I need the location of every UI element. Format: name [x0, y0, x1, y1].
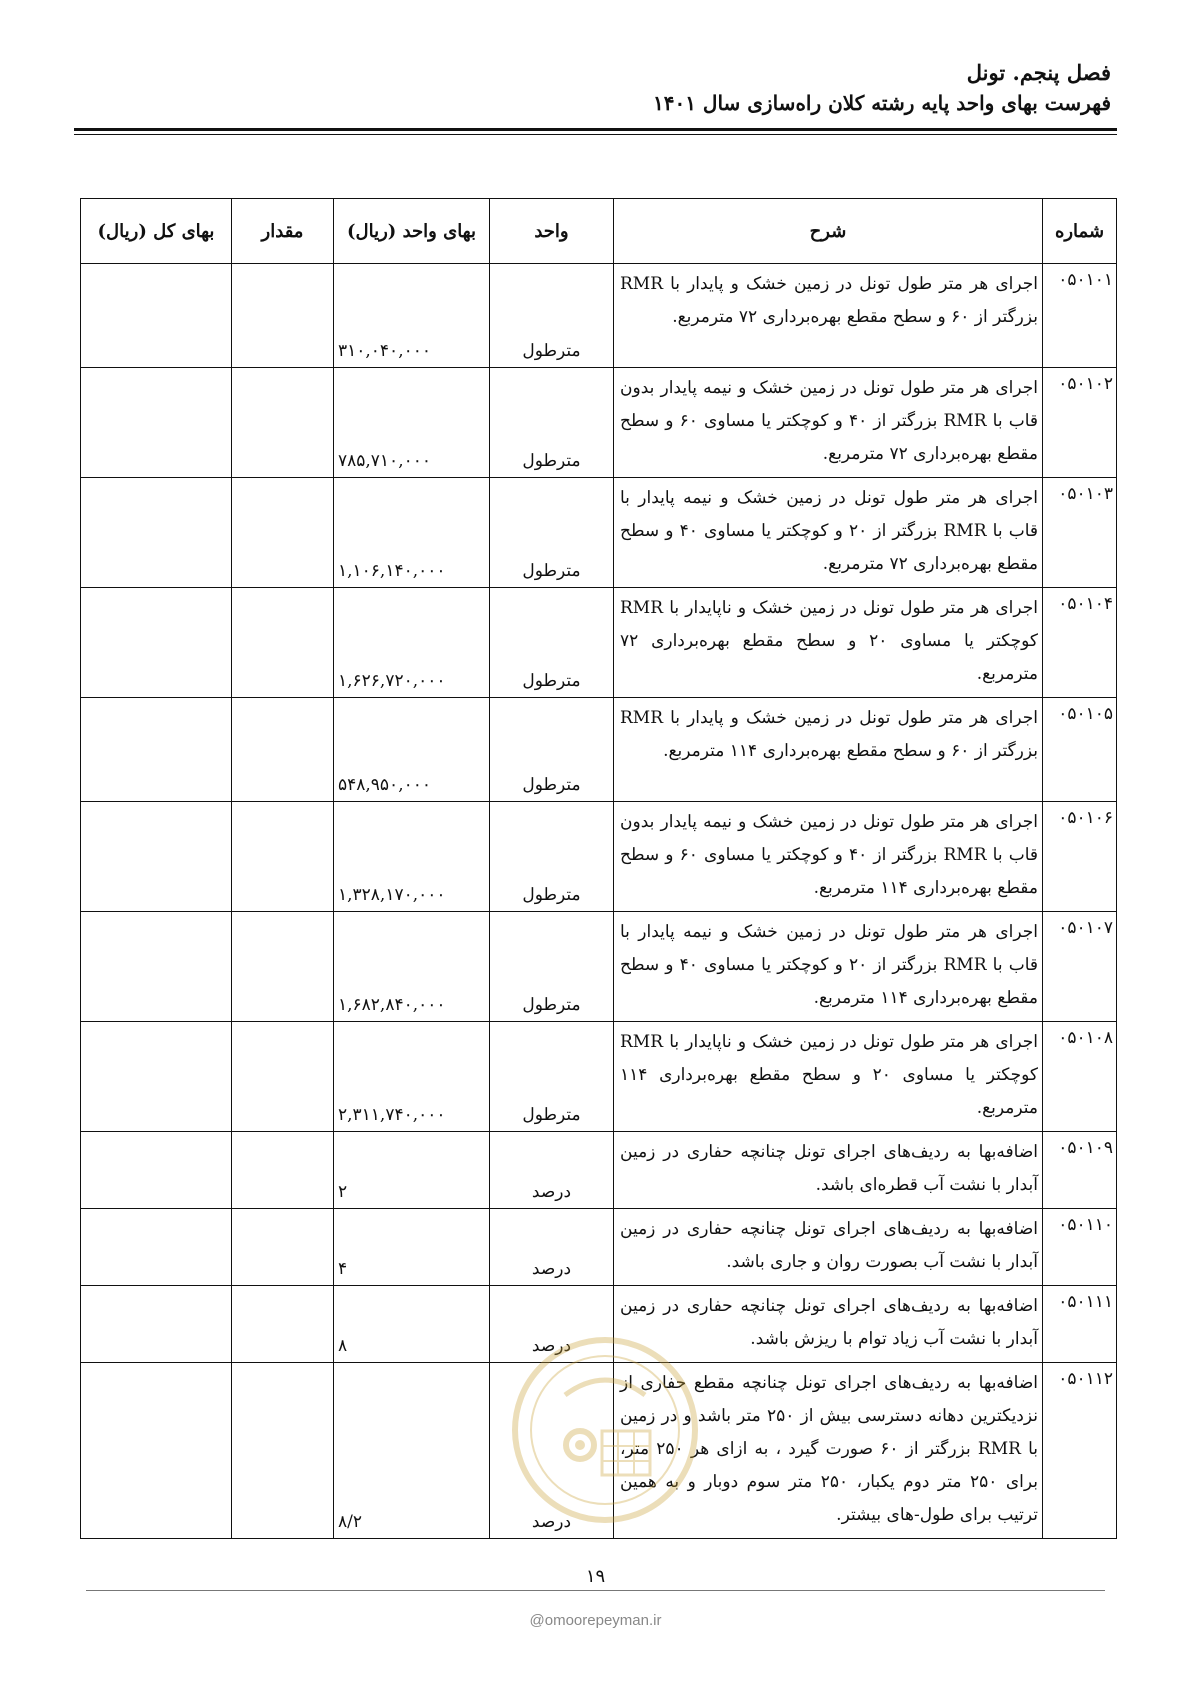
table-row [81, 912, 1117, 1022]
table-row [81, 264, 1117, 368]
page-header [80, 58, 1111, 118]
row-number: ۰۵۰۱۰۷ [1043, 912, 1117, 1022]
row-quantity [232, 802, 334, 912]
row-unit: مترطول [490, 588, 614, 698]
row-unit: درصد [490, 1363, 614, 1539]
table-row [81, 588, 1117, 698]
row-unit-price: ۲,۳۱۱,۷۴۰,۰۰۰ [334, 1022, 490, 1132]
row-unit-price: ۱,۶۸۲,۸۴۰,۰۰۰ [334, 912, 490, 1022]
header-rule-thin [74, 134, 1117, 135]
row-unit: مترطول [490, 912, 614, 1022]
row-number: ۰۵۰۱۰۹ [1043, 1132, 1117, 1209]
row-total-price [81, 1363, 232, 1539]
row-total-price [81, 264, 232, 368]
row-quantity [232, 1022, 334, 1132]
row-description: اجرای هر متر طول تونل در زمین خشک و ناپایدار با RMR کوچکتر یا مساوی ۲۰ و سطح مقطع بهره‌برداری ۱۱۴ مترمربع. [614, 1022, 1043, 1132]
row-description: اجرای هر متر طول تونل در زمین خشک و پایدار با RMR بزرگتر از ۶۰ و سطح مقطع بهره‌برداری ۱۱۴ مترمربع. [614, 698, 1043, 802]
row-quantity [232, 588, 334, 698]
site-watermark: @omoorepeyman.ir [529, 1612, 662, 1629]
row-description: اجرای هر متر طول تونل در زمین خشک و نیمه پایدار بدون قاب با RMR بزرگتر از ۴۰ و کوچکتر یا مساوی ۶۰ و سطح مقطع بهره‌برداری ۷۲ مترمربع. [614, 368, 1043, 478]
table-row [81, 368, 1117, 478]
table-row [81, 698, 1117, 802]
row-quantity [232, 912, 334, 1022]
row-unit-price: ۸ [334, 1286, 490, 1363]
header-number: شماره [1043, 199, 1117, 264]
row-number: ۰۵۰۱۰۳ [1043, 478, 1117, 588]
row-unit-price: ۵۴۸,۹۵۰,۰۰۰ [334, 698, 490, 802]
row-number: ۰۵۰۱۰۶ [1043, 802, 1117, 912]
row-unit: درصد [490, 1286, 614, 1363]
row-total-price [81, 912, 232, 1022]
row-description: اضافه‌بها به ردیف‌های اجرای تونل چنانچه حفاری در زمین آبدار با نشت آب قطره‌ای باشد. [614, 1132, 1043, 1209]
row-total-price [81, 1132, 232, 1209]
row-number: ۰۵۰۱۱۱ [1043, 1286, 1117, 1363]
page-number: ۱۹ [585, 1566, 606, 1587]
row-quantity [232, 264, 334, 368]
row-unit: مترطول [490, 698, 614, 802]
row-total-price [81, 1022, 232, 1132]
row-total-price [81, 588, 232, 698]
row-unit: درصد [490, 1132, 614, 1209]
row-number: ۰۵۰۱۱۲ [1043, 1363, 1117, 1539]
row-description: اضافه‌بها به ردیف‌های اجرای تونل چنانچه حفاری در زمین آبدار با نشت آب بصورت روان و جاری باشد. [614, 1209, 1043, 1286]
row-total-price [81, 698, 232, 802]
table-header-row [81, 199, 1117, 264]
row-number: ۰۵۰۱۰۴ [1043, 588, 1117, 698]
header-unit: واحد [490, 199, 614, 264]
header-rule-thick [74, 128, 1117, 131]
table-row [81, 1132, 1117, 1209]
table-row [81, 802, 1117, 912]
footer-rule [86, 1590, 1105, 1591]
row-unit: مترطول [490, 264, 614, 368]
row-unit: مترطول [490, 802, 614, 912]
row-description: اجرای هر متر طول تونل در زمین خشک و نیمه پایدار بدون قاب با RMR بزرگتر از ۴۰ و کوچکتر یا مساوی ۶۰ و سطح مقطع بهره‌برداری ۱۱۴ مترمربع. [614, 802, 1043, 912]
row-number: ۰۵۰۱۰۱ [1043, 264, 1117, 368]
row-total-price [81, 1286, 232, 1363]
table-row [81, 478, 1117, 588]
row-quantity [232, 1286, 334, 1363]
row-unit-price: ۷۸۵,۷۱۰,۰۰۰ [334, 368, 490, 478]
row-unit-price: ۸/۲ [334, 1363, 490, 1539]
row-number: ۰۵۰۱۰۸ [1043, 1022, 1117, 1132]
row-unit-price: ۱,۶۲۶,۷۲۰,۰۰۰ [334, 588, 490, 698]
row-description: اجرای هر متر طول تونل در زمین خشک و پایدار با RMR بزرگتر از ۶۰ و سطح مقطع بهره‌برداری ۷۲ مترمربع. [614, 264, 1043, 368]
header-quantity: مقدار [232, 199, 334, 264]
row-unit-price: ۱,۳۲۸,۱۷۰,۰۰۰ [334, 802, 490, 912]
row-number: ۰۵۰۱۰۵ [1043, 698, 1117, 802]
row-quantity [232, 478, 334, 588]
row-description: اجرای هر متر طول تونل در زمین خشک و نیمه پایدار با قاب با RMR بزرگتر از ۲۰ و کوچکتر یا مساوی ۴۰ و سطح مقطع بهره‌برداری ۷۲ مترمربع. [614, 478, 1043, 588]
row-unit: مترطول [490, 478, 614, 588]
row-total-price [81, 802, 232, 912]
row-quantity [232, 698, 334, 802]
header-unit-price: بهای واحد (ریال) [334, 199, 490, 264]
row-quantity [232, 368, 334, 478]
row-unit-price: ۳۱۰,۰۴۰,۰۰۰ [334, 264, 490, 368]
seal-watermark [510, 1335, 700, 1525]
row-quantity [232, 1363, 334, 1539]
table-row [81, 1209, 1117, 1286]
table-row [81, 1022, 1117, 1132]
row-unit: مترطول [490, 1022, 614, 1132]
row-quantity [232, 1132, 334, 1209]
chapter-title: فصل پنجم. تونل [966, 60, 1111, 85]
row-unit-price: ۱,۱۰۶,۱۴۰,۰۰۰ [334, 478, 490, 588]
row-description: اجرای هر متر طول تونل در زمین خشک و ناپایدار با RMR کوچکتر یا مساوی ۲۰ و سطح مقطع بهره‌برداری ۷۲ مترمربع. [614, 588, 1043, 698]
header-description: شرح [614, 199, 1043, 264]
row-unit-price: ۴ [334, 1209, 490, 1286]
row-quantity [232, 1209, 334, 1286]
row-unit: درصد [490, 1209, 614, 1286]
row-total-price [81, 368, 232, 478]
row-description: اضافه‌بها به ردیف‌های اجرای تونل چنانچه مقطع حفاری از نزدیکترین دهانه دسترسی بیش از ۲۵۰ متر باشد و در زمین با RMR بزرگتر از ۶۰ صورت گیرد ، به ازای هر ۲۵۰ متر، برای ۲۵۰ متر دوم یکبار، ۲۵۰ متر سوم دوبار و به همین ترتیب برای طول-های بیشتر. [614, 1363, 1043, 1539]
row-total-price [81, 1209, 232, 1286]
document-title: فهرست بهای واحد پایه رشته کلان راه‌سازی سال ۱۴۰۱ [653, 91, 1111, 115]
row-number: ۰۵۰۱۰۲ [1043, 368, 1117, 478]
row-unit-price: ۲ [334, 1132, 490, 1209]
row-description: اجرای هر متر طول تونل در زمین خشک و نیمه پایدار با قاب با RMR بزرگتر از ۲۰ و کوچکتر یا مساوی ۴۰ و سطح مقطع بهره‌برداری ۱۱۴ مترمربع. [614, 912, 1043, 1022]
row-total-price [81, 478, 232, 588]
row-description: اضافه‌بها به ردیف‌های اجرای تونل چنانچه حفاری در زمین آبدار با نشت آب زیاد توام با ریزش باشد. [614, 1286, 1043, 1363]
row-number: ۰۵۰۱۱۰ [1043, 1209, 1117, 1286]
row-unit: مترطول [490, 368, 614, 478]
header-total-price: بهای کل (ریال) [81, 199, 232, 264]
